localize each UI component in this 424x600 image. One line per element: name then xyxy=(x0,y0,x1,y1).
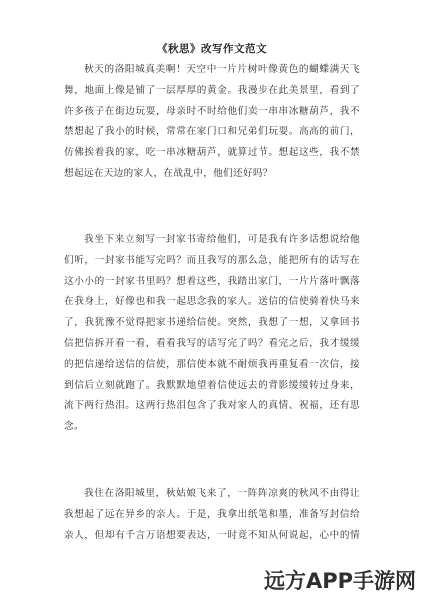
text-line: 许多孩子在街边玩耍，母亲时不时给他们卖一串串冰糖葫芦，我不 xyxy=(64,105,360,117)
text-line: 亲人，但却有千言万语想要表达，一时竟不知从何说起，心中的情 xyxy=(64,529,360,541)
text-line: 禁想起了我小的时候，常常在家门口和兄弟们玩耍。高高的前门， xyxy=(64,126,360,138)
text-line: 我坐下来立刻写一封家书寄给他们，可是我有许多话想说给他 xyxy=(84,234,360,245)
text-line: 仿佛挨着我的家，吃一串冰糖葫芦，就算过节。想起这些，我不禁 xyxy=(64,147,360,159)
text-line: 流下两行热泪。这两行热泪包含了我对家人的真情、祝福，还有思 xyxy=(64,400,360,412)
paragraph-2 xyxy=(64,230,360,438)
text-line: 到信后立刻就跑了。我默默地望着信使远去的背影缓缓转过身来， xyxy=(64,379,360,391)
text-line: 舞，地面上像是铺了一层厚厚的黄金。我漫步在此美景里，看到了 xyxy=(64,84,360,96)
text-line: 我住在洛阳城里，秋姑娘飞来了，一阵阵凉爽的秋风不由得让 xyxy=(84,488,360,499)
text-line: 这小小的一封家书里吗？想着这些，我踏出家门，一片片落叶飘落 xyxy=(64,275,360,287)
paragraph-3 xyxy=(64,484,360,546)
text-line: 念。 xyxy=(64,421,84,433)
text-line: 秋天的洛阳城真美啊！天空中一片片树叶像黄色的蝴蝶满天飞 xyxy=(84,64,360,75)
text-line: 在我身上，好像也和我一起思念我的家人。送信的信使骑着快马来 xyxy=(64,296,360,308)
text-line: 信把信拆开看一看，看看我写的话写完了吗？看完之后，我才缓缓 xyxy=(64,337,360,349)
document-title: 《秋思》改写作文范文 xyxy=(157,43,267,55)
text-line: 们听，一封家书能写完吗？而且我写的那么急，能把所有的话写在 xyxy=(64,254,360,266)
paragraph-1 xyxy=(64,60,360,185)
text-line: 的把信递给送信的信使，那信使本就不耐烦我再重复看一次信，接 xyxy=(64,358,360,370)
text-line: 我想起了远在异乡的亲人。于是，我拿出纸笔和墨，准备写封信给 xyxy=(64,508,360,520)
text-line: 了，我犹豫不觉得把家书递给信使。突然，我想了一想，又拿回书 xyxy=(64,317,360,329)
watermark-logo: 远方APP手游网 xyxy=(262,566,418,594)
text-line: 想起远在天边的家人，在战乱中，他们还好吗？ xyxy=(64,167,273,179)
